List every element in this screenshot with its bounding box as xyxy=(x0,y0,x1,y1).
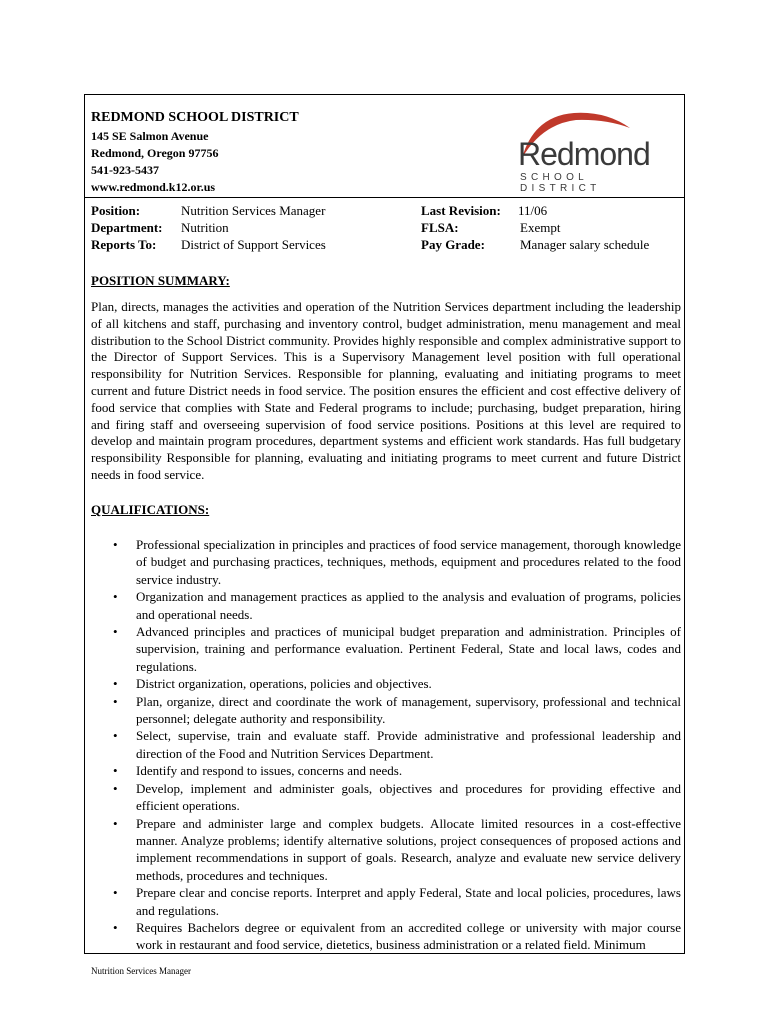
district-address-line1: 145 SE Salmon Avenue xyxy=(91,129,209,143)
bullet-icon: • xyxy=(113,537,118,552)
qualifications-heading: QUALIFICATIONS: xyxy=(91,502,210,517)
flsa-value: Exempt xyxy=(520,220,561,235)
footer-title: Nutrition Services Manager xyxy=(91,966,191,976)
bullet-icon: • xyxy=(113,676,118,692)
position-value: Nutrition Services Manager xyxy=(181,203,326,218)
qualification-item xyxy=(91,623,681,675)
pay-grade-label: Pay Grade: xyxy=(421,237,485,252)
last-revision-label: Last Revision: xyxy=(421,203,501,218)
qualification-text: Requires Bachelors degree or equivalent from an accredited college or university with major course work in restaurant and food service, dietetics, business administration or a related field. Minimum xyxy=(136,919,681,953)
flsa-label: FLSA: xyxy=(421,220,459,235)
qualification-item xyxy=(91,588,681,623)
reports-to-label: Reports To: xyxy=(91,237,157,252)
district-logo xyxy=(512,110,662,194)
bullet-icon: • xyxy=(113,763,118,779)
logo-wordmark: Redmond xyxy=(518,136,650,172)
district-address-line2: Redmond, Oregon 97756 xyxy=(91,146,219,160)
district-name: REDMOND SCHOOL DISTRICT xyxy=(91,110,299,125)
qualification-item xyxy=(91,727,681,762)
bullet-icon: • xyxy=(113,780,118,796)
reports-to-value: District of Support Services xyxy=(181,237,326,252)
qualification-text: Identify and respond to issues, concerns and needs. xyxy=(136,763,403,779)
qualification-item xyxy=(91,919,681,954)
qualification-text: Prepare and administer large and complex budgets. Allocate limited resources in a cost-effective manner. Analyze problems; identify alternative solutions, project consequences of proposed actions and implement recommendations in support of goals. Research, analyze and evaluate new service delivery methods, procedures and techniques. xyxy=(136,815,681,883)
qualification-item xyxy=(91,693,681,728)
qualification-text: Select, supervise, train and evaluate staff. Provide administrative and professional leadership and direction of the Food and Nutrition Services Department. xyxy=(136,728,681,761)
qualification-text: District organization, operations, policies and objectives. xyxy=(136,676,432,692)
position-summary-heading: POSITION SUMMARY: xyxy=(91,273,230,288)
qualification-text: Develop, implement and administer goals, objectives and procedures for providing effective and efficient operations. xyxy=(136,780,681,814)
district-website: www.redmond.k12.or.us xyxy=(91,180,216,194)
qualification-text: Professional specialization in principles and practices of food service management, thorough knowledge of budget and purchasing practices, techniques, methods, equipment and procedures related to the food service industry. xyxy=(136,537,681,587)
qualification-text: Prepare clear and concise reports. Interpret and apply Federal, State and local policies, procedures, laws and regulations. xyxy=(136,885,681,918)
pay-grade-value: Manager salary schedule xyxy=(520,237,650,252)
department-label: Department: xyxy=(91,220,163,235)
position-label: Position: xyxy=(91,203,141,218)
qualification-item xyxy=(91,884,681,919)
qualifications-list xyxy=(91,536,681,954)
department-value: Nutrition xyxy=(181,220,229,235)
logo-subtitle: SCHOOL DISTRICT xyxy=(520,172,601,194)
qualification-text: Organization and management practices as applied to the analysis and evaluation of programs, policies and operational needs. xyxy=(136,589,681,622)
district-phone: 541-923-5437 xyxy=(91,163,159,177)
qualification-item xyxy=(91,815,681,885)
last-revision-value: 11/06 xyxy=(518,203,548,218)
qualification-item xyxy=(91,780,681,815)
bullet-icon: • xyxy=(113,728,118,744)
qualification-item xyxy=(91,536,681,588)
bullet-icon: • xyxy=(113,815,118,831)
qualification-text: Advanced principles and practices of municipal budget preparation and administration. Principles of supervision, training and performance evaluation. Pertinent Federal, State and local laws, codes and regulations. xyxy=(136,624,681,674)
qualification-item xyxy=(91,675,681,692)
bullet-icon: • xyxy=(113,885,118,901)
qualification-item xyxy=(91,762,681,779)
position-summary-text: Plan, directs, manages the activities and operation of the Nutrition Services department including the leadership of all kitchens and staff, purchasing and inventory control, budget administration, menu management and meal distribution to the School District community. Provides highly responsible and complex administrative support to the Director of Support Services. This is a Supervisory Management level position with full operational responsibility for Nutrition Services. Responsible for planning, evaluating and initiating programs to meet current and future District needs in food service. The position ensures the efficient and cost effective delivery of food service that complies with State and Federal programs to include; purchasing, budget preparation, hiring and firing staff and overseeing supervision of food service positions. Positions at this level are required to develop and maintain program procedures, department systems and efficient work standards. Has full budgetary responsibility Responsible for planning, evaluating and initiating programs to meet current and future District needs in food service. xyxy=(91,299,681,482)
bullet-icon: • xyxy=(113,693,118,709)
bullet-icon: • xyxy=(113,919,118,935)
qualification-text: Plan, organize, direct and coordinate the work of management, supervisory, professional and technical personnel; delegate authority and responsibility. xyxy=(136,693,681,727)
header-divider xyxy=(84,197,685,198)
bullet-icon: • xyxy=(113,589,118,605)
bullet-icon: • xyxy=(113,624,118,640)
